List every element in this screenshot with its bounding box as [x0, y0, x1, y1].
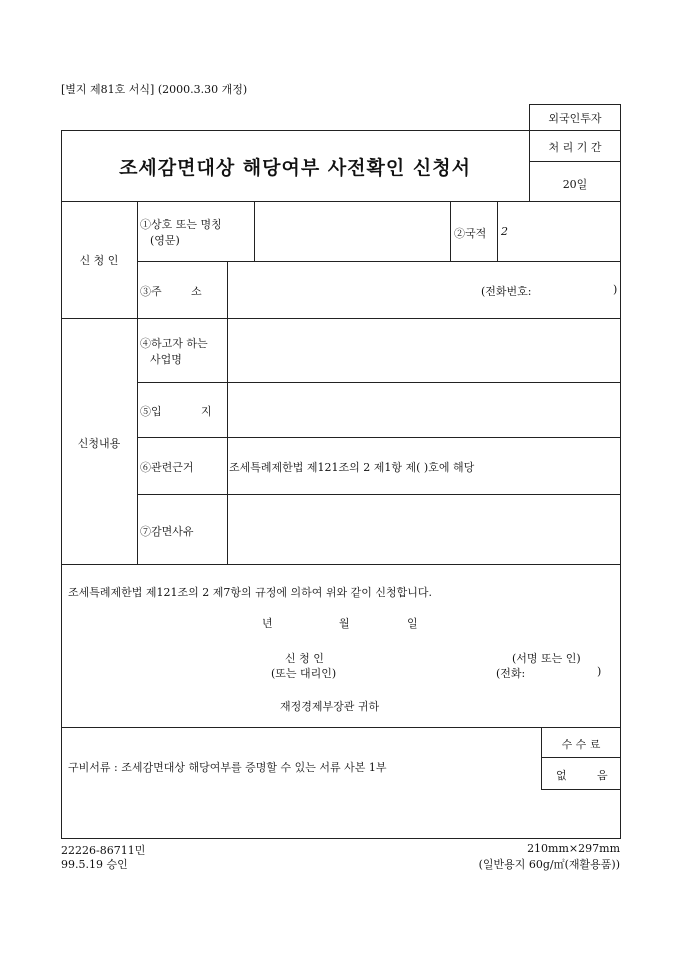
location-label-2: 지: [201, 405, 212, 418]
fee-value-2: 음: [597, 769, 608, 782]
phone-label: (전화번호:: [481, 285, 532, 298]
required-documents: 구비서류 : 조세감면대상 해당여부를 증명할 수 있는 서류 사본 1부: [68, 761, 387, 774]
basis-value: 조세특례제한법 제121조의 2 제1항 제( )호에 해당: [229, 461, 475, 474]
reason-label: ⑦감면사유: [140, 525, 194, 538]
business-name-label: 사업명: [150, 353, 182, 366]
approval-date: 99.5.19 승인: [61, 858, 128, 871]
processing-period-label: 처 리 기 간: [548, 141, 602, 154]
declaration-phone-label: (전화:: [496, 667, 526, 680]
declaration-phone-close: ): [597, 665, 602, 678]
name-english-label: (영문): [150, 234, 180, 247]
form-code: 22226-86711민: [61, 844, 146, 857]
paper-type: (일반용지 60g/㎡(재활용품)): [478, 858, 620, 871]
day-label: 일: [407, 617, 418, 630]
fee-value-1: 없: [556, 769, 567, 782]
address-label-2: 소: [191, 285, 202, 298]
basis-label: ⑥관련근거: [140, 461, 194, 474]
form-title: 조세감면대상 해당여부 사전확인 신청서: [119, 157, 471, 179]
address-label-1: ③주: [140, 285, 162, 298]
name-label: ①상호 또는 명칭: [140, 218, 222, 231]
month-label: 월: [339, 617, 350, 630]
processing-period-value: 20일: [562, 178, 588, 191]
category-label: 외국인투자: [548, 112, 602, 125]
content-section-label: 신청내용: [77, 437, 121, 450]
paper-size: 210mm×297mm: [527, 842, 620, 855]
business-label: ④하고자 하는: [140, 337, 208, 350]
signature-note: (서명 또는 인): [512, 652, 581, 665]
agent-label: (또는 대리인): [271, 667, 337, 680]
form-reference: [별지 제81호 서식] (2000.3.30 개정): [61, 83, 248, 96]
declaration-statement: 조세특례제한법 제121조의 2 제7항의 규정에 의하여 위와 같이 신청합니다.: [68, 586, 432, 599]
applicant-signature-label: 신 청 인: [285, 652, 324, 665]
nationality-label: ②국적: [454, 227, 487, 240]
location-label-1: ⑤입: [140, 405, 162, 418]
nationality-value[interactable]: 2: [501, 225, 508, 238]
year-label: 년: [262, 617, 273, 630]
recipient: 재정경제부장관 귀하: [280, 700, 380, 713]
phone-close: ): [613, 283, 618, 296]
applicant-section-label: 신 청 인: [79, 254, 119, 267]
fee-label: 수 수 료: [561, 738, 601, 751]
